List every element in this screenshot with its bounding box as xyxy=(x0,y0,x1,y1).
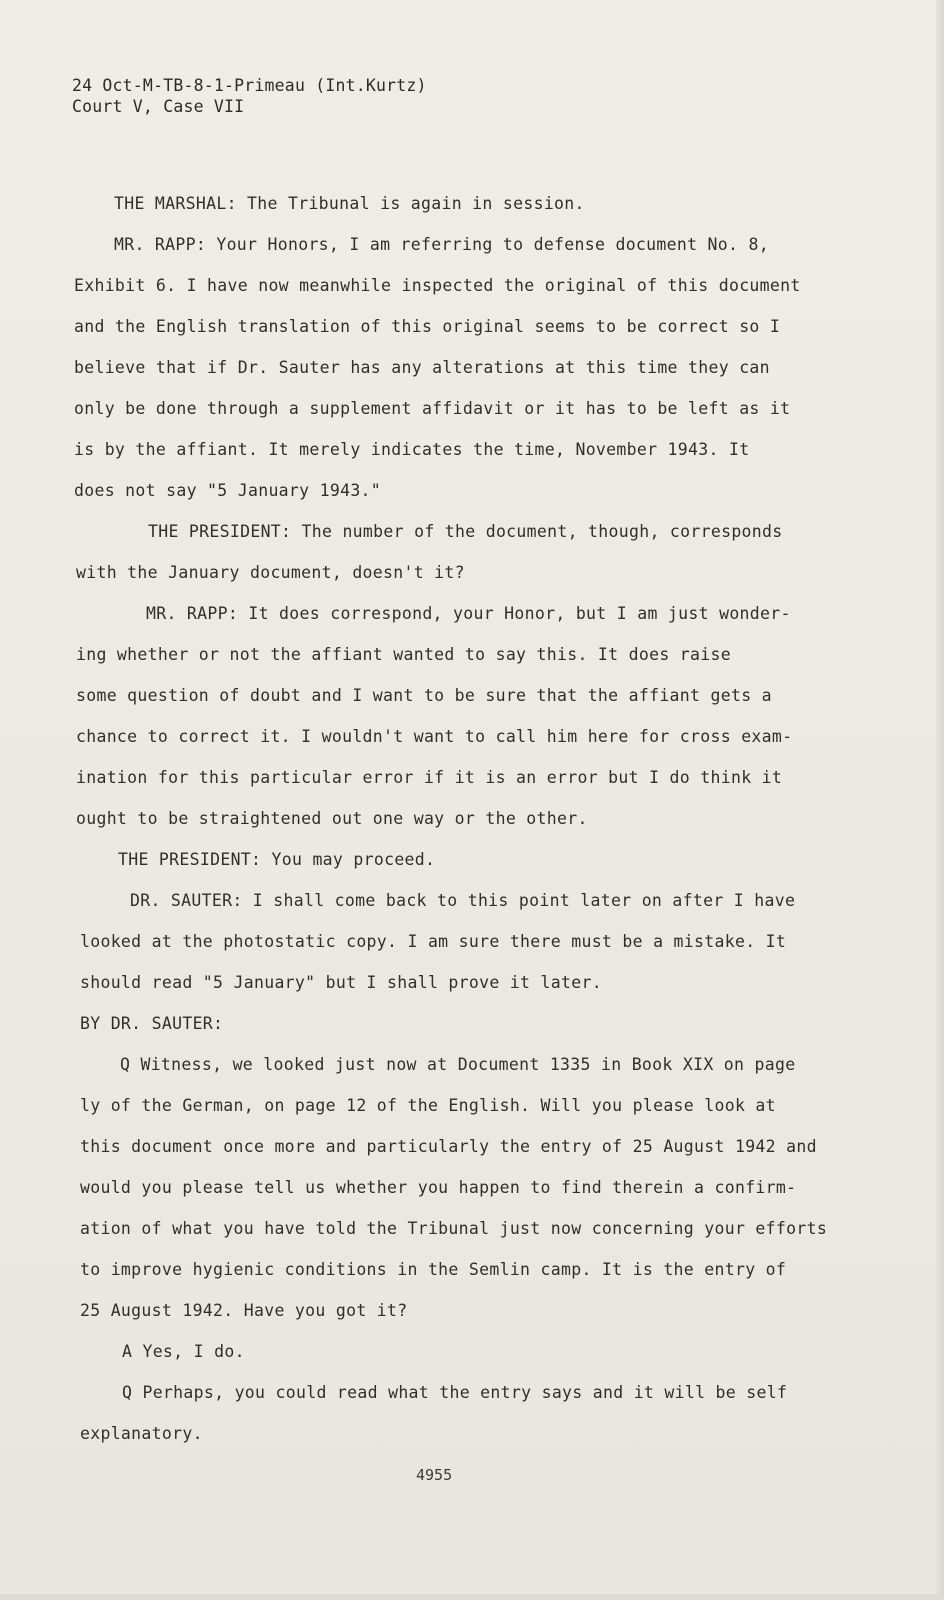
transcript-line: Q Perhaps, you could read what the entry says and it will be self xyxy=(122,1383,788,1402)
transcript-line: only be done through a supplement affidavit or it has to be left as it xyxy=(74,399,791,418)
transcript-line: does not say "5 January 1943." xyxy=(74,481,382,500)
transcript-line: to improve hygienic conditions in the Semlin camp. It is the entry of xyxy=(80,1260,787,1279)
transcript-line: THE PRESIDENT: You may proceed. xyxy=(118,850,436,869)
transcript-line: believe that if Dr. Sauter has any alterations at this time they can xyxy=(74,358,770,377)
transcript-line: ation of what you have told the Tribunal just now concerning your efforts xyxy=(80,1219,828,1238)
transcript-line: is by the affiant. It merely indicates the time, November 1943. It xyxy=(74,440,750,459)
transcript-line: ly of the German, on page 12 of the English. Will you please look at xyxy=(80,1096,776,1115)
header-court-case: Court V, Case VII xyxy=(72,97,245,116)
transcript-line: BY DR. SAUTER: xyxy=(80,1014,224,1033)
transcript-line: MR. RAPP: Your Honors, I am referring to defense document No. 8, xyxy=(114,235,769,254)
transcript-line: A Yes, I do. xyxy=(122,1342,245,1361)
transcript-line: would you please tell us whether you happen to find therein a confirm- xyxy=(80,1178,797,1197)
transcript-line: THE MARSHAL: The Tribunal is again in session. xyxy=(114,194,585,213)
transcript-line: looked at the photostatic copy. I am sure there must be a mistake. It xyxy=(80,932,787,951)
transcript-line: THE PRESIDENT: The number of the document, though, corresponds xyxy=(148,522,783,541)
transcript-line: should read "5 January" but I shall prove it later. xyxy=(80,973,602,992)
transcript-line: some question of doubt and I want to be sure that the affiant gets a xyxy=(76,686,772,705)
transcript-line: MR. RAPP: It does correspond, your Honor, but I am just wonder- xyxy=(146,604,791,623)
transcript-line: DR. SAUTER: I shall come back to this point later on after I have xyxy=(130,891,796,910)
transcript-line: and the English translation of this original seems to be correct so I xyxy=(74,317,781,336)
page-number: 4955 xyxy=(416,1466,453,1484)
page-bottom-edge xyxy=(0,1594,944,1600)
transcript-line: ination for this particular error if it is an error but I do think it xyxy=(76,768,783,787)
transcript-line: Q Witness, we looked just now at Document 1335 in Book XIX on page xyxy=(120,1055,796,1074)
transcript-line: Exhibit 6. I have now meanwhile inspected the original of this document xyxy=(74,276,801,295)
page-edge xyxy=(936,0,944,1600)
transcript-line: ing whether or not the affiant wanted to say this. It does raise xyxy=(76,645,731,664)
transcript-line: explanatory. xyxy=(80,1424,203,1443)
transcript-line: with the January document, doesn't it? xyxy=(76,563,465,582)
header-reference: 24 Oct-M-TB-8-1-Primeau (Int.Kurtz) xyxy=(72,76,427,95)
transcript-line: this document once more and particularly the entry of 25 August 1942 and xyxy=(80,1137,817,1156)
transcript-line: 25 August 1942. Have you got it? xyxy=(80,1301,408,1320)
transcript-line: ought to be straightened out one way or the other. xyxy=(76,809,588,828)
transcript-line: chance to correct it. I wouldn't want to call him here for cross exam- xyxy=(76,727,793,746)
